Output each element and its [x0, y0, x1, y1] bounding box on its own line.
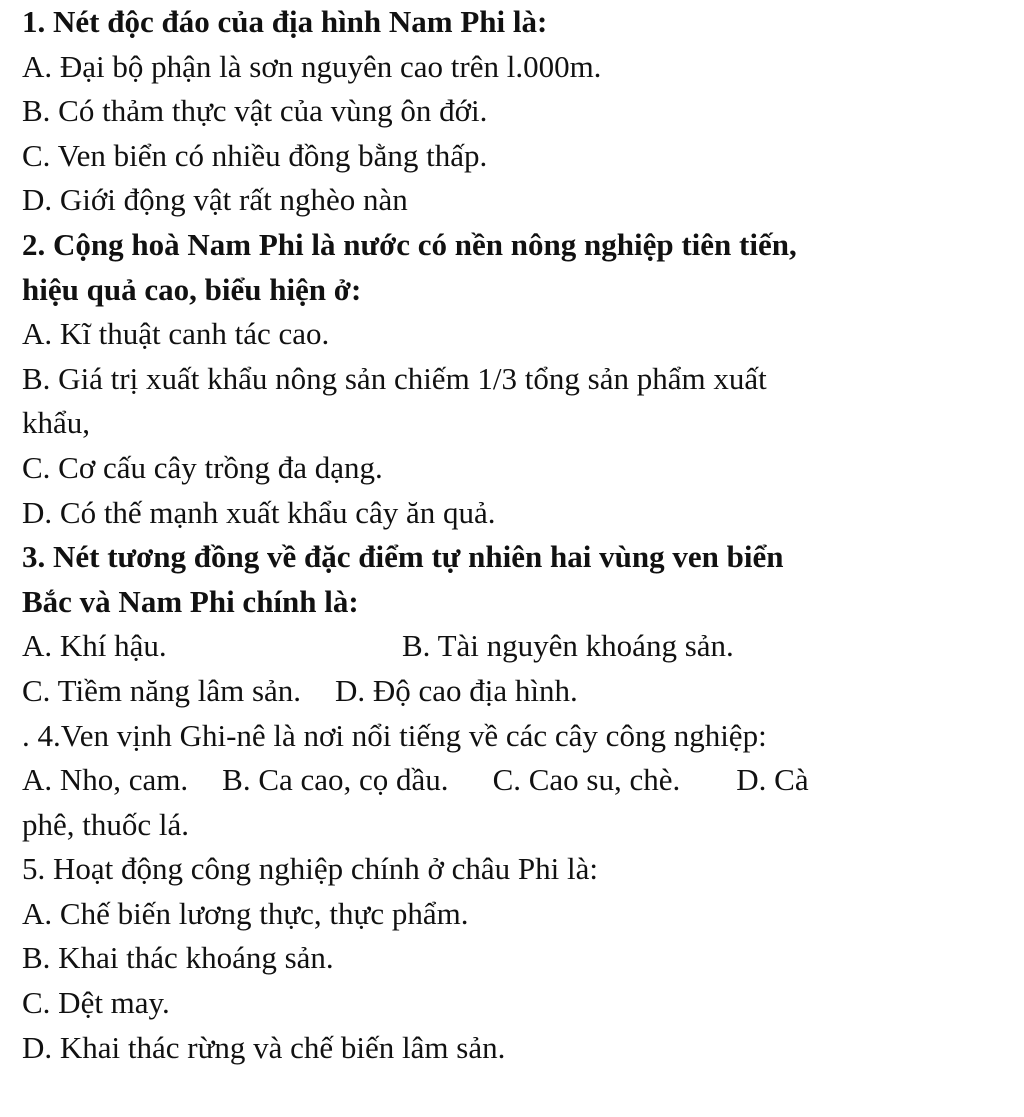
question-3-option-c: C. Tiềm năng lâm sản.: [22, 672, 302, 708]
question-4-option-d: D. Cà: [736, 762, 809, 798]
question-3-option-b: B. Tài nguyên khoáng sản.: [402, 628, 734, 664]
question-1-title: 1. Nét độc đáo của địa hình Nam Phi là:: [22, 4, 548, 39]
question-2-title-line-2: hiệu quả cao, biểu hiện ở:: [22, 271, 362, 307]
question-4-title: . 4.Ven vịnh Ghi-nê là nơi nổi tiếng về các cây công nghiệp:: [22, 717, 767, 753]
question-3-options-row-2: [22, 669, 1008, 714]
question-5-option-b: B. Khai thác khoáng sản.: [22, 940, 334, 976]
question-2-option-b: B. Giá trị xuất khẩu nông sản chiếm 1/3 tổng sản phẩm xuất: [22, 360, 767, 396]
question-1-option-a: A. Đại bộ phận là sơn nguyên cao trên l.000m.: [22, 48, 602, 84]
question-3-title-line-2: Bắc và Nam Phi chính là:: [22, 583, 359, 619]
question-5-title: 5. Hoạt động công nghiệp chính ở châu Phi là:: [22, 851, 599, 887]
question-1-option-c: C. Ven biển có nhiều đồng bằng thấp.: [22, 137, 488, 173]
question-5: [22, 847, 1008, 1070]
question-4-option-d-continued: phê, thuốc lá.: [22, 806, 190, 842]
question-4: [22, 714, 1008, 848]
question-2-option-b-continued: khẩu,: [22, 405, 91, 441]
question-2-option-d: D. Có thế mạnh xuất khẩu cây ăn quả.: [22, 494, 496, 530]
question-3-title-line-1: 3. Nét tương đồng về đặc điểm tự nhiên hai vùng ven biển: [22, 539, 784, 575]
question-1-option-b: B. Có thảm thực vật của vùng ôn đới.: [22, 93, 488, 129]
question-4-option-a: A. Nho, cam.: [22, 762, 189, 798]
question-5-option-d: D. Khai thác rừng và chế biến lâm sản.: [22, 1029, 506, 1065]
question-5-option-c: C. Dệt may.: [22, 985, 170, 1021]
question-2-title-line-1: 2. Cộng hoà Nam Phi là nước có nền nông nghiệp tiên tiến,: [22, 226, 797, 262]
question-2-option-c: C. Cơ cấu cây trồng đa dạng.: [22, 449, 383, 485]
question-2-option-a: A. Kĩ thuật canh tác cao.: [22, 316, 330, 352]
question-3-options-row-1: [22, 624, 1008, 669]
question-2: [22, 223, 1008, 535]
question-4-options-row: [22, 758, 1008, 803]
question-3: [22, 535, 1008, 713]
question-1: [22, 0, 1008, 223]
question-5-option-a: A. Chế biến lương thực, thực phẩm.: [22, 895, 469, 931]
question-4-option-b: B. Ca cao, cọ dầu.: [222, 762, 449, 798]
question-4-option-c: C. Cao su, chè.: [492, 762, 681, 798]
question-1-option-d: D. Giới động vật rất nghèo nàn: [22, 182, 408, 218]
question-3-option-d: D. Độ cao địa hình.: [335, 672, 578, 708]
question-3-option-a: A. Khí hậu.: [22, 628, 167, 664]
